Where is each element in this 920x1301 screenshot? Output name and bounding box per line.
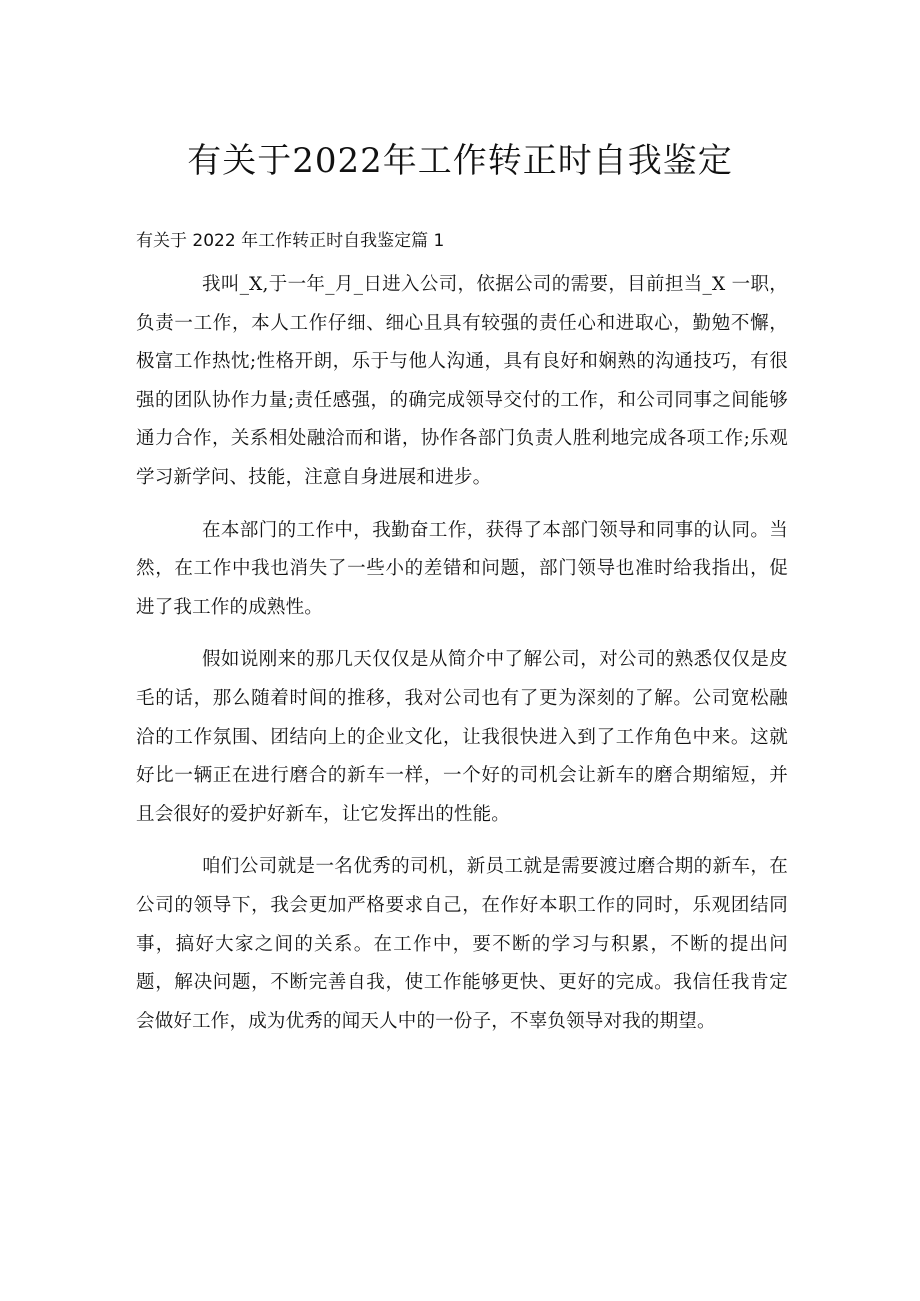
paragraph-1: 我叫_X,于一年_月_日进入公司，依据公司的需要，目前担当_X 一职，负责一工作，本人工作仔细、细心且具有较强的责任心和进取心，勤勉不懈，极富工作热忱;性格开朗，乐于与他人沟通，具有良好和娴熟的沟通技巧，有很强的团队协作力量;责任感强，的确完成领导交付的工作，和公司同事之间能够通力合作，关系相处融洽而和谐，协作各部门负责人胜利地完成各项工作;乐观学习新学问、技能，注意自身进展和进步。 (136, 274, 788, 488)
paragraph-4: 咱们公司就是一名优秀的司机，新员工就是需要渡过磨合期的新车，在公司的领导下，我会更加严格要求自己，在作好本职工作的同时，乐观团结同事，搞好大家之间的关系。在工作中，要不断的学习与积累，不断的提出问题，解决问题，不断完善自我，使工作能够更快、更好的完成。我信任我肯定会做好工作，成为优秀的闻天人中的一份子，不辜负领导对我的期望。 (136, 856, 788, 1032)
paragraph-2: 在本部门的工作中，我勤奋工作，获得了本部门领导和同事的认同。当然，在工作中我也消失了一些小的差错和问题，部门领导也准时给我指出，促进了我工作的成熟性。 (136, 519, 788, 618)
section-heading: 有关于 2022 年工作转正时自我鉴定篇 1 (136, 231, 445, 251)
paragraph-3: 假如说刚来的那几天仅仅是从简介中了解公司，对公司的熟悉仅仅是皮毛的话，那么随着时间的推移，我对公司也有了更为深刻的了解。公司宽松融洽的工作氛围、团结向上的企业文化，让我很快进入到了工作角色中来。这就好比一辆正在进行磨合的新车一样，一个好的司机会让新车的磨合期缩短，并且会很好的爱护好新车，让它发挥出的性能。 (136, 649, 788, 825)
document-body (136, 266, 788, 1041)
document-title: 有关于2022年工作转正时自我鉴定 (187, 141, 733, 181)
